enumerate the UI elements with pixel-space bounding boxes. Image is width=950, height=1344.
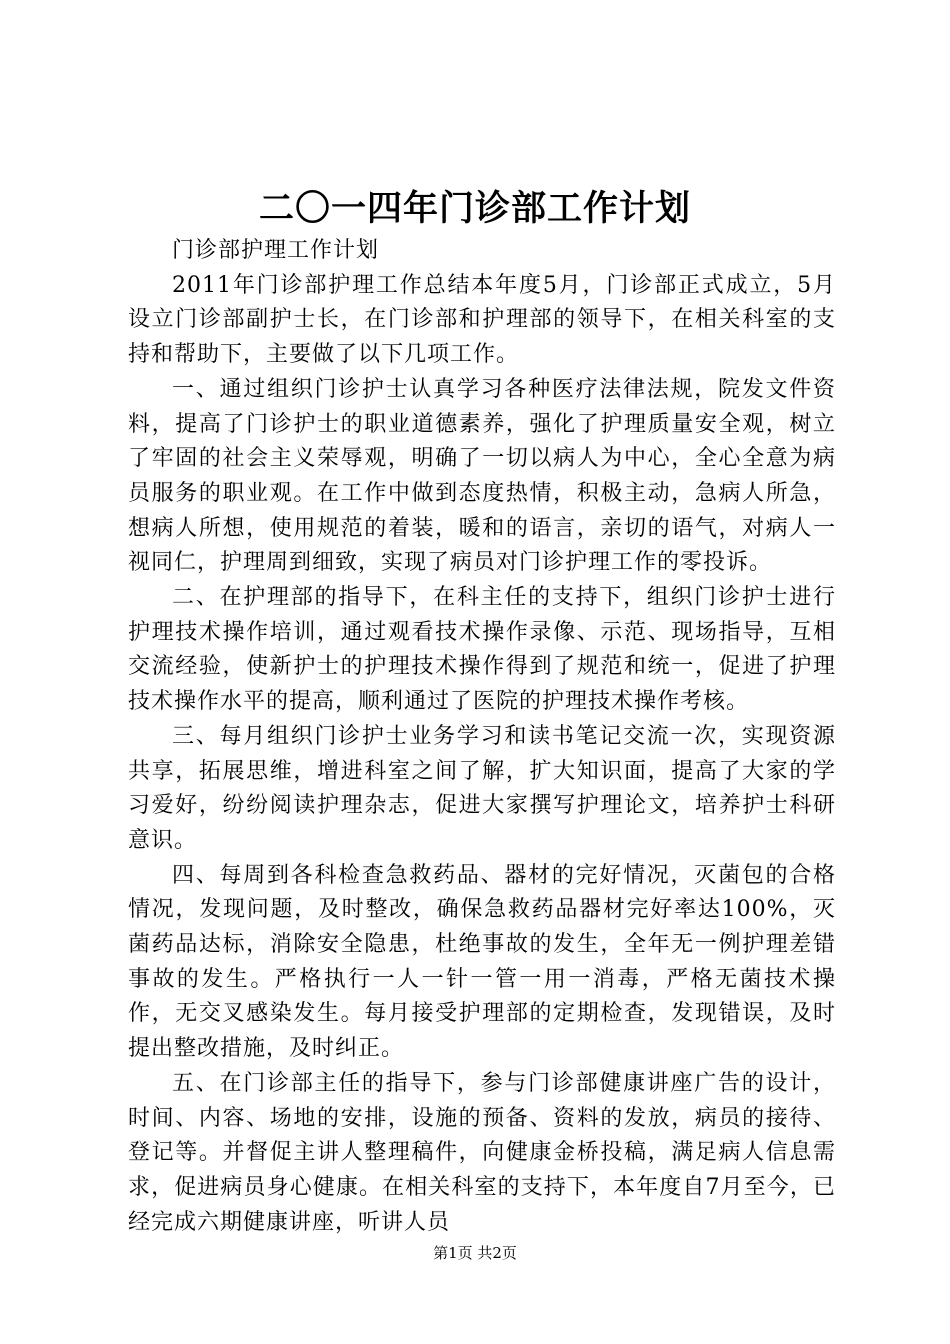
paragraph-subtitle: 门诊部护理工作计划: [172, 238, 380, 263]
paragraph-item-4: 四、每周到各科检查急救药品、器材的完好情况，灭菌包的合格情况，发现问题，及时整改，确保急救药品器材完好率达100%，灭菌药品达标，消除安全隐患，杜绝事故的发生，全年无一例护理差错事故的发生。严格执行一人一针一管一用一消毒，严格无菌技术操作，无交叉感染发生。每月接受护理部的定期检查，发现错误，及时提出整改措施，及时纠正。: [128, 862, 836, 1062]
page-title: 二〇一四年门诊部工作计划: [258, 188, 691, 229]
paragraph-item-2: 二、在护理部的指导下，在科主任的支持下，组织门诊护士进行护理技术操作培训，通过观看技术操作录像、示范、现场指导，互相交流经验，使新护士的护理技术操作得到了规范和统一，促进了护理技术操作水平的提高，顺利通过了医院的护理技术操作考核。: [128, 585, 836, 715]
page-footer: 第1页 共2页: [433, 1244, 517, 1262]
paragraph-item-5: 五、在门诊部主任的指导下，参与门诊部健康讲座广告的设计，时间、内容、场地的安排，设施的预备、资料的发放，病员的接待、登记等。并督促主讲人整理稿件，向健康金桥投稿，满足病人信息需求，促进病员身心健康。在相关科室的支持下，本年度自7月至今，已经完成六期健康讲座，听讲人员: [128, 1070, 836, 1235]
paragraph-intro: 2011年门诊部护理工作总结本年度5月，门诊部正式成立，5月设立门诊部副护士长，在门诊部和护理部的领导下，在相关科室的支持和帮助下，主要做了以下几项工作。: [128, 272, 836, 368]
paragraph-item-3: 三、每月组织门诊护士业务学习和读书笔记交流一次，实现资源共享，拓展思维，增进科室之间了解，扩大知识面，提高了大家的学习爱好，纷纷阅读护理杂志，促进大家撰写护理论文，培养护士科研意识。: [128, 723, 836, 853]
document-body: [128, 234, 836, 1240]
paragraph-item-1: 一、通过组织门诊护士认真学习各种医疗法律法规，院发文件资料，提高了门诊护士的职业道德素养，强化了护理质量安全观，树立了牢固的社会主义荣辱观，明确了一切以病人为中心，全心全意为病员服务的职业观。在工作中做到态度热情，积极主动，急病人所急，想病人所想，使用规范的着装，暖和的语言，亲切的语气，对病人一视同仁，护理周到细致，实现了病员对门诊护理工作的零投诉。: [128, 376, 836, 576]
